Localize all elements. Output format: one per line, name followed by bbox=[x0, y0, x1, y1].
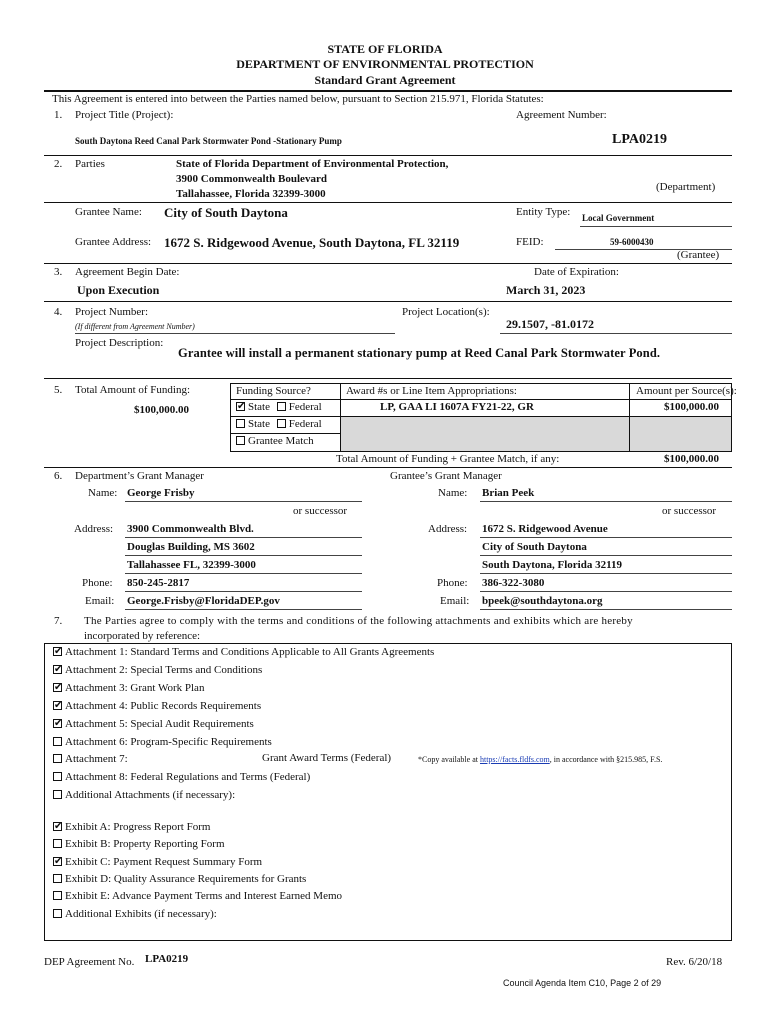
dept-address-line2: Douglas Building, MS 3602 bbox=[127, 541, 255, 553]
underline bbox=[480, 555, 732, 556]
divider bbox=[44, 301, 732, 302]
federal-checkbox[interactable] bbox=[277, 419, 286, 428]
exhibit-checkbox[interactable] bbox=[53, 891, 62, 900]
divider bbox=[44, 263, 732, 264]
facts-link[interactable]: https://facts.fldfs.com bbox=[479, 755, 550, 764]
attachment-item bbox=[53, 664, 262, 676]
exhibit-checkbox[interactable] bbox=[53, 909, 62, 918]
award-value: LP, GAA LI 1607A FY21-22, GR bbox=[380, 401, 534, 413]
footer-council-item: Council Agenda Item C10, Page 2 of 29 bbox=[503, 978, 662, 988]
exhibit-checkbox[interactable] bbox=[53, 857, 62, 866]
grantee-email-label: Email: bbox=[440, 595, 470, 607]
underline bbox=[480, 537, 732, 538]
funding-table-row bbox=[230, 399, 732, 400]
exhibit-checkbox[interactable] bbox=[53, 839, 62, 848]
state-label: State bbox=[248, 418, 270, 430]
grantee-address-line1: 1672 S. Ridgewood Avenue bbox=[482, 523, 608, 535]
total-funding: $100,000.00 bbox=[134, 404, 189, 416]
attachment-checkbox[interactable] bbox=[53, 772, 62, 781]
underline bbox=[125, 609, 362, 610]
underline bbox=[125, 501, 362, 502]
attachment-label: Attachment 4: Public Records Requirements bbox=[65, 699, 262, 712]
grantee-name-label: Grantee Name: bbox=[75, 206, 142, 218]
exhibit-label: Exhibit B: Property Reporting Form bbox=[65, 838, 225, 851]
federal-label: Federal bbox=[288, 401, 322, 413]
project-title: South Daytona Reed Canal Park Stormwater Pond -Stationary Pump bbox=[75, 136, 342, 146]
item3-number: 3. bbox=[54, 266, 63, 278]
begin-date-label: Agreement Begin Date: bbox=[75, 266, 180, 278]
item7-text-line2: incorporated by reference: bbox=[84, 630, 201, 642]
exhibit-label: Exhibit A: Progress Report Form bbox=[65, 821, 211, 833]
grantee-name-label: Name: bbox=[438, 487, 468, 499]
item5-number: 5. bbox=[54, 384, 63, 396]
dept-phone-label: Phone: bbox=[82, 577, 113, 589]
agreement-number: LPA0219 bbox=[612, 132, 667, 147]
item1-number: 1. bbox=[54, 109, 63, 121]
grantee-email[interactable]: bpeek@southdaytona.org bbox=[482, 595, 603, 607]
exhibit-label: Exhibit D: Quality Assurance Requirements for Grants bbox=[65, 872, 307, 885]
attachment-item bbox=[53, 789, 235, 801]
begin-date: Upon Execution bbox=[77, 283, 160, 297]
divider bbox=[44, 378, 732, 379]
underline bbox=[480, 573, 732, 574]
federal-label: Federal bbox=[288, 418, 322, 430]
grantee-address-line2: City of South Daytona bbox=[482, 541, 587, 553]
total-funding-match: $100,000.00 bbox=[664, 453, 719, 465]
funding-table-col bbox=[629, 383, 630, 452]
attachment-item bbox=[53, 700, 261, 712]
grantee-phone-label: Phone: bbox=[437, 577, 468, 589]
attachment-label: Attachment 1: Standard Terms and Conditions Applicable to All Grants Agreements bbox=[65, 646, 435, 658]
header-state: STATE OF FLORIDA bbox=[327, 42, 443, 56]
state-checkbox[interactable] bbox=[236, 419, 245, 428]
attachment-label: Attachment 3: Grant Work Plan bbox=[65, 681, 205, 694]
funding-row1-source bbox=[236, 401, 322, 413]
item1-label: Project Title (Project): bbox=[75, 109, 174, 121]
grantee-match-label: Grantee Match bbox=[248, 435, 314, 447]
attachment-label: Attachment 7: bbox=[65, 753, 128, 766]
attachment-item bbox=[53, 736, 272, 748]
underline bbox=[480, 609, 732, 610]
attachment-checkbox[interactable] bbox=[53, 701, 62, 710]
header-rule bbox=[44, 90, 732, 92]
item7-text-line1: The Parties agree to comply with the terms and conditions of the following attachments and exhibits which are hereby bbox=[84, 615, 633, 627]
funding-row2-source bbox=[236, 418, 322, 430]
exhibit-checkbox[interactable] bbox=[53, 874, 62, 883]
exhibit-item bbox=[53, 821, 210, 833]
dept-manager-name: George Frisby bbox=[127, 487, 195, 499]
feid-value: 59-6000430 bbox=[610, 237, 654, 247]
attachment7-note-post: , in accordance with §215.985, F.S. bbox=[549, 755, 663, 764]
expiration-date: March 31, 2023 bbox=[506, 283, 586, 297]
state-checkbox[interactable] bbox=[236, 402, 245, 411]
entity-type-underline bbox=[580, 226, 732, 227]
amount-value: $100,000.00 bbox=[664, 401, 719, 413]
attachment-item bbox=[53, 771, 310, 783]
item2-number: 2. bbox=[54, 158, 63, 170]
grantee-role: (Grantee) bbox=[677, 249, 720, 261]
funding-table-col bbox=[340, 383, 341, 452]
grantee-address: 1672 S. Ridgewood Avenue, South Daytona, FL 32119 bbox=[164, 235, 460, 250]
exhibit-label: Additional Exhibits (if necessary): bbox=[65, 907, 217, 920]
exhibit-item bbox=[53, 908, 217, 920]
funding-source-header: Funding Source? bbox=[236, 385, 311, 397]
project-location-label: Project Location(s): bbox=[402, 306, 490, 318]
divider bbox=[44, 467, 732, 468]
attachment-checkbox[interactable] bbox=[53, 754, 62, 763]
footer-agreement-number: LPA0219 bbox=[145, 953, 189, 965]
attachment-item bbox=[53, 682, 204, 694]
department-name: State of Florida Department of Environmental Protection, bbox=[176, 158, 449, 170]
funding-table-row bbox=[230, 433, 340, 434]
footer-revision: Rev. 6/20/18 bbox=[666, 956, 723, 968]
grantee-match-checkbox[interactable] bbox=[236, 436, 245, 445]
exhibit-label: Exhibit E: Advance Payment Terms and Interest Earned Memo bbox=[65, 890, 343, 903]
attachment-label: Attachment 8: Federal Regulations and Terms (Federal) bbox=[65, 771, 311, 784]
exhibit-item bbox=[53, 890, 342, 902]
department-address-line1: 3900 Commonwealth Boulevard bbox=[176, 173, 327, 185]
grantee-or-successor: or successor bbox=[662, 505, 717, 517]
grantee-address-label: Grantee Address: bbox=[75, 236, 152, 248]
award-header: Award #s or Line Item Appropriations: bbox=[346, 385, 517, 397]
attachment-label: Additional Attachments (if necessary): bbox=[65, 789, 236, 802]
parties-label: Parties bbox=[75, 158, 105, 170]
attachment-item bbox=[53, 646, 434, 658]
entity-type-label: Entity Type: bbox=[516, 206, 571, 218]
exhibit-item bbox=[53, 838, 225, 850]
project-number-note: (If different from Agreement Number) bbox=[75, 322, 195, 331]
dept-email-label: Email: bbox=[85, 595, 115, 607]
item7-number: 7. bbox=[54, 615, 63, 627]
dept-address-line1: 3900 Commonwealth Blvd. bbox=[127, 523, 254, 535]
divider bbox=[44, 202, 732, 203]
attachment-checkbox[interactable] bbox=[53, 665, 62, 674]
exhibit-item bbox=[53, 873, 306, 885]
dept-address-line3: Tallahassee FL, 32399-3000 bbox=[127, 559, 256, 571]
amount-header: Amount per Source(s): bbox=[636, 385, 737, 397]
attachment-label: Attachment 5: Special Audit Requirements bbox=[65, 717, 254, 730]
funding-table-row bbox=[230, 416, 732, 417]
dept-phone: 850-245-2817 bbox=[127, 577, 190, 589]
grantee-address-line3: South Daytona, Florida 32119 bbox=[482, 559, 622, 571]
attachment7-title: Grant Award Terms (Federal) bbox=[262, 752, 392, 764]
attachment-checkbox[interactable] bbox=[53, 737, 62, 746]
underline bbox=[125, 591, 362, 592]
dept-manager-heading: Department’s Grant Manager bbox=[75, 470, 204, 482]
attachment7-note-pre: *Copy available at bbox=[418, 755, 478, 764]
state-label: State bbox=[248, 401, 270, 413]
attachment-checkbox[interactable] bbox=[53, 683, 62, 692]
footer-agreement-label: DEP Agreement No. bbox=[44, 956, 135, 968]
funding-row3-source bbox=[236, 435, 314, 447]
project-location-underline bbox=[500, 333, 732, 334]
grantee-name: City of South Daytona bbox=[164, 205, 288, 220]
attachment-label: Attachment 2: Special Terms and Conditions bbox=[65, 663, 263, 676]
project-number-label: Project Number: bbox=[75, 306, 149, 318]
exhibit-checkbox[interactable] bbox=[53, 822, 62, 831]
underline bbox=[125, 573, 362, 574]
project-number-underline bbox=[75, 333, 395, 334]
grantee-address-label: Address: bbox=[428, 523, 468, 535]
item4-number: 4. bbox=[54, 306, 63, 318]
total-funding-label: Total Amount of Funding: bbox=[75, 384, 191, 396]
dept-or-successor: or successor bbox=[293, 505, 348, 517]
federal-checkbox[interactable] bbox=[277, 402, 286, 411]
dept-address-label: Address: bbox=[74, 523, 114, 535]
exhibit-label: Exhibit C: Payment Request Summary Form bbox=[65, 855, 263, 868]
divider bbox=[44, 155, 732, 156]
attachment-checkbox[interactable] bbox=[53, 790, 62, 799]
underline bbox=[125, 537, 362, 538]
dept-email[interactable]: George.Frisby@FloridaDEP.gov bbox=[127, 595, 280, 607]
dept-name-label: Name: bbox=[88, 487, 118, 499]
department-role: (Department) bbox=[656, 181, 716, 193]
project-location: 29.1507, -81.0172 bbox=[506, 317, 594, 331]
grantee-manager-heading: Grantee’s Grant Manager bbox=[390, 470, 502, 482]
feid-label: FEID: bbox=[516, 236, 544, 248]
header-title: Standard Grant Agreement bbox=[314, 73, 456, 87]
grantee-phone: 386-322-3080 bbox=[482, 577, 545, 589]
project-description: Grantee will install a permanent stationary pump at Reed Canal Park Stormwater Pond. bbox=[178, 346, 661, 360]
attachment-checkbox[interactable] bbox=[53, 647, 62, 656]
attachment7-note bbox=[418, 755, 662, 764]
expiration-label: Date of Expiration: bbox=[534, 266, 619, 278]
underline bbox=[125, 555, 362, 556]
total-funding-match-label: Total Amount of Funding + Grantee Match, if any: bbox=[336, 453, 560, 465]
project-description-label: Project Description: bbox=[75, 337, 164, 349]
underline bbox=[480, 591, 732, 592]
attachment-item bbox=[53, 753, 128, 765]
intro-text: This Agreement is entered into between the Parties named below, pursuant to Section 215.971, Florida Statutes: bbox=[52, 93, 544, 105]
department-address-line2: Tallahassee, Florida 32399-3000 bbox=[176, 188, 326, 200]
attachment-item bbox=[53, 718, 254, 730]
exhibit-item bbox=[53, 856, 262, 868]
header-department: DEPARTMENT OF ENVIRONMENTAL PROTECTION bbox=[236, 57, 534, 71]
attachment-checkbox[interactable] bbox=[53, 719, 62, 728]
grantee-manager-name: Brian Peek bbox=[482, 487, 535, 499]
entity-type: Local Government bbox=[582, 213, 655, 223]
item6-number: 6. bbox=[54, 470, 63, 482]
underline bbox=[480, 501, 732, 502]
agreement-number-label: Agreement Number: bbox=[516, 109, 607, 121]
attachment-label: Attachment 6: Program-Specific Requirements bbox=[65, 735, 272, 748]
